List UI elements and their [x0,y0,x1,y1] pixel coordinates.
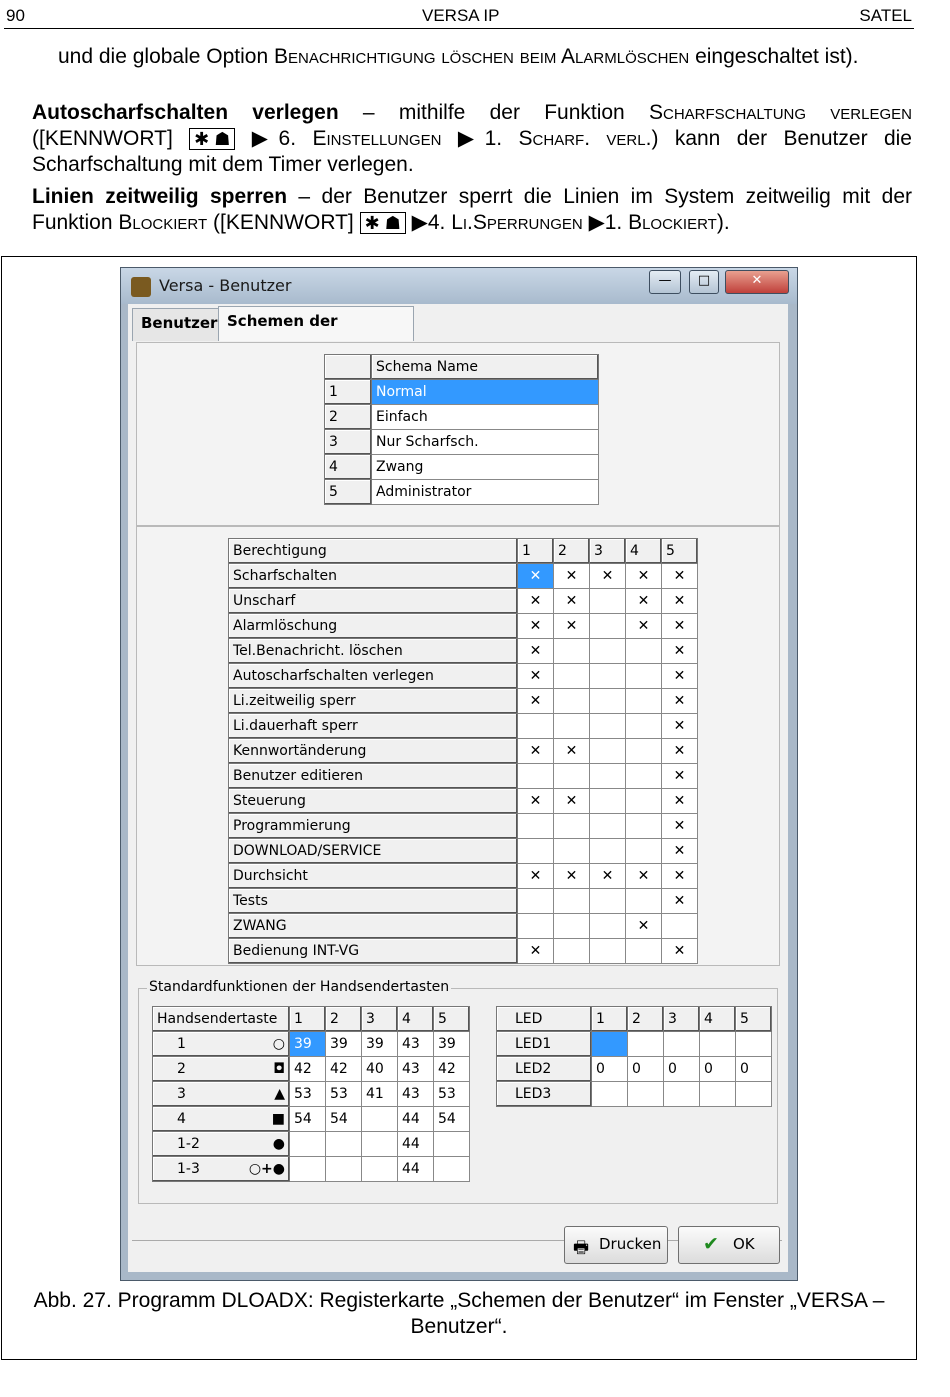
permission-cell[interactable]: ✕ [662,614,698,639]
remote-key-label: 1-3 [177,1161,200,1177]
figure-caption: Abb. 27. Programm DLOADX: Registerkarte „Schemen der Benutzer“ im Fenster „VERSA – Benutzer“. [33,1289,885,1338]
page-number: 90 [6,6,25,25]
scheme-name-cell[interactable]: Normal [372,380,599,405]
remote-function-cell[interactable]: 43 [398,1032,434,1057]
schemes-header-row [325,355,599,380]
permission-cell[interactable] [590,664,626,689]
led-col-header: 1 [592,1007,628,1032]
led-cell[interactable]: 0 [592,1057,628,1082]
scheme-number: 5 [325,480,372,505]
ok-button[interactable] [678,1226,780,1264]
key-symbol: ✱ ☗ [360,212,406,234]
remote-key-header: Handsendertaste [153,1007,290,1032]
permission-col-header: 3 [590,539,626,564]
remote-col-header: 1 [290,1007,326,1032]
remote-function-cell[interactable]: 43 [398,1057,434,1082]
remote-row [153,1032,470,1057]
remote-button-symbol-icon: ○+● [248,1161,285,1177]
permission-cell[interactable]: ✕ [518,739,554,764]
permission-cell[interactable]: ✕ [518,689,554,714]
remote-key-label: 1-2 [177,1136,200,1152]
permission-cell[interactable]: ✕ [554,739,590,764]
led-cell[interactable] [592,1082,628,1107]
permission-cell[interactable]: ✕ [662,639,698,664]
permission-cell[interactable]: ✕ [590,564,626,589]
led-col-header: 4 [700,1007,736,1032]
remote-row [153,1157,470,1182]
remote-col-header: 3 [362,1007,398,1032]
permission-row [229,864,698,889]
permission-cell[interactable]: ✕ [662,739,698,764]
remote-function-cell[interactable] [326,1157,362,1182]
remote-function-cell[interactable] [290,1132,326,1157]
remote-function-cell[interactable]: 42 [326,1057,362,1082]
remote-key-label: 1 [177,1036,186,1052]
permission-cell[interactable]: ✕ [590,864,626,889]
remote-col-header: 5 [434,1007,470,1032]
permission-label: Programmierung [229,814,518,839]
permission-label: Steuerung [229,789,518,814]
permission-header: Berechtigung [229,539,518,564]
permission-cell[interactable]: ✕ [518,664,554,689]
permission-label: Autoscharfschalten verlegen [229,664,518,689]
tab-schemen[interactable]: Schemen der [218,306,414,341]
permission-label: DOWNLOAD/SERVICE [229,839,518,864]
paragraph-1: und die globale Option Benachrichtigung löschen beim Alarmlöschen eingeschaltet ist). [58,45,859,68]
scheme-row[interactable] [325,380,599,405]
led-cell[interactable] [664,1082,700,1107]
maximize-button[interactable]: □ [689,270,719,294]
permission-cell[interactable]: ✕ [554,589,590,614]
scheme-number: 2 [325,405,372,430]
permission-cell[interactable]: ✕ [662,664,698,689]
permission-label: Tel.Benachricht. löschen [229,639,518,664]
permission-label: Durchsicht [229,864,518,889]
remote-function-cell[interactable]: 39 [290,1032,326,1057]
remote-key-label: 2 [177,1061,186,1077]
scheme-row[interactable] [325,480,599,505]
remote-col-header: 2 [326,1007,362,1032]
permission-cell[interactable] [626,764,662,789]
led-cell[interactable] [736,1032,772,1057]
permission-row [229,564,698,589]
remote-function-cell[interactable] [434,1157,470,1182]
permission-row [229,639,698,664]
permission-cell[interactable]: ✕ [518,614,554,639]
close-button[interactable]: ✕ [725,270,789,294]
permissions-table [228,538,698,964]
app-icon [131,277,151,297]
remote-function-cell[interactable] [326,1132,362,1157]
permission-cell[interactable] [590,639,626,664]
remote-function-cell[interactable]: 54 [326,1107,362,1132]
led-cell[interactable] [700,1032,736,1057]
permission-cell[interactable]: ✕ [626,589,662,614]
remote-function-cell[interactable]: 44 [398,1157,434,1182]
permission-label: Tests [229,889,518,914]
ok-label: OK [733,1235,755,1253]
permission-col-header: 1 [518,539,554,564]
remote-row [153,1132,470,1157]
permission-row [229,589,698,614]
tab-benutzer[interactable]: Benutzer [132,308,226,341]
permission-cell[interactable] [590,714,626,739]
key-symbol: ✱ ☗ [189,128,235,150]
permission-cell[interactable] [554,914,590,939]
led-cell[interactable]: 0 [736,1057,772,1082]
remote-button-symbol-icon: ▲ [274,1086,285,1102]
remote-row [153,1107,470,1132]
permission-cell[interactable] [554,689,590,714]
scheme-name-cell[interactable]: Einfach [372,405,599,430]
paragraph-2: Autoscharfschalten verlegen – mithilfe der Funktion Scharfschaltung verlegen ([KENNWORT] ✱ ☗ ▶6. Einstellungen ▶1. Scharf. verl.) kann der Benutzer die Scharfschaltung mit dem Timer verlegen. [32,101,912,176]
permission-label: Kennwortänderung [229,739,518,764]
permission-cell[interactable]: ✕ [662,764,698,789]
scheme-name-cell[interactable]: Administrator [372,480,599,505]
permission-cell[interactable] [590,839,626,864]
title-bar[interactable] [121,268,797,304]
print-label: Drucken [599,1235,662,1253]
permission-label: Bedienung INT-VG [229,939,518,964]
permission-cell[interactable] [518,714,554,739]
scheme-name-cell[interactable]: Nur Scharfsch. [372,430,599,455]
remote-function-cell[interactable]: 42 [434,1057,470,1082]
permission-cell[interactable] [518,889,554,914]
remote-table [152,1006,470,1182]
remote-function-cell[interactable]: 39 [434,1032,470,1057]
brand-name: SATEL [859,6,912,25]
permission-cell[interactable]: ✕ [662,589,698,614]
permission-row [229,714,698,739]
permission-label: Scharfschalten [229,564,518,589]
led-cell[interactable] [628,1032,664,1057]
permission-label: Benutzer editieren [229,764,518,789]
scheme-name-cell[interactable]: Zwang [372,455,599,480]
permissions-header-row [229,539,698,564]
permission-cell[interactable] [590,939,626,964]
permission-row [229,664,698,689]
permission-row [229,889,698,914]
permission-cell[interactable]: ✕ [662,864,698,889]
permission-row [229,739,698,764]
permission-cell[interactable] [554,939,590,964]
led-name: LED2 [497,1057,592,1082]
permission-label: ZWANG [229,914,518,939]
permission-cell[interactable]: ✕ [662,564,698,589]
permission-cell[interactable]: ✕ [518,864,554,889]
permission-cell[interactable] [626,789,662,814]
permission-cell[interactable]: ✕ [518,789,554,814]
permission-cell[interactable] [626,839,662,864]
remote-key-cell [153,1057,290,1082]
remote-function-cell[interactable]: 43 [398,1082,434,1107]
remote-button-symbol-icon: ■ [271,1111,285,1127]
remote-function-cell[interactable]: 42 [290,1057,326,1082]
permission-cell[interactable] [590,889,626,914]
remote-key-cell [153,1032,290,1057]
window-title: Versa - Benutzer [159,276,292,295]
remote-function-cell[interactable]: 53 [326,1082,362,1107]
led-table [496,1006,772,1107]
scheme-number: 1 [325,380,372,405]
remote-function-cell[interactable] [362,1132,398,1157]
window-client [128,304,788,1272]
permission-cell[interactable] [626,814,662,839]
permission-cell[interactable] [626,939,662,964]
remote-function-cell[interactable]: 54 [290,1107,326,1132]
remote-key-label: 4 [177,1111,186,1127]
permission-cell[interactable] [518,839,554,864]
permission-cell[interactable] [590,589,626,614]
permission-cell[interactable]: ✕ [626,914,662,939]
permission-cell[interactable]: ✕ [662,789,698,814]
paragraph-3: Linien zeitweilig sperren – der Benutzer sperrt die Linien im System zeitweilig mit der Funktion Blockiert ([KENNWORT] ✱ ☗ ▶4. Li.Sperrungen ▶1. Blockiert). [32,185,913,234]
remote-function-cell[interactable] [290,1157,326,1182]
permission-cell[interactable]: ✕ [662,839,698,864]
remote-button-symbol-icon: ○ [272,1036,285,1052]
permission-cell[interactable]: ✕ [554,564,590,589]
permission-label: Unscharf [229,589,518,614]
remote-function-cell[interactable]: 41 [362,1082,398,1107]
document-title: VERSA IP [422,6,500,25]
permission-cell[interactable] [518,914,554,939]
permission-cell[interactable] [626,714,662,739]
permission-cell[interactable]: ✕ [626,564,662,589]
schema-name-header: Schema Name [372,355,599,380]
led-col-header: 3 [664,1007,700,1032]
permission-cell[interactable]: ✕ [662,939,698,964]
permission-cell[interactable] [554,889,590,914]
led-name: LED3 [497,1082,592,1107]
led-cell[interactable] [592,1032,628,1057]
led-header: LED [497,1007,592,1032]
remote-button-symbol-icon: ● [272,1136,285,1152]
scheme-row[interactable] [325,430,599,455]
scheme-number: 3 [325,430,372,455]
permission-cell[interactable] [590,614,626,639]
permission-cell[interactable] [626,889,662,914]
permission-cell[interactable] [590,914,626,939]
remote-row [153,1082,470,1107]
remote-function-cell[interactable]: 54 [434,1107,470,1132]
permission-cell[interactable]: ✕ [554,789,590,814]
remote-row [153,1057,470,1082]
permission-cell[interactable] [626,664,662,689]
permission-cell[interactable] [554,839,590,864]
remote-function-cell[interactable]: 40 [362,1057,398,1082]
led-cell[interactable]: 0 [664,1057,700,1082]
print-button[interactable] [564,1226,668,1264]
led-cell[interactable] [700,1082,736,1107]
checkmark-icon: ✔ [703,1233,719,1255]
led-cell[interactable] [736,1082,772,1107]
permission-col-header: 5 [662,539,698,564]
led-row [497,1057,772,1082]
permission-cell[interactable] [554,664,590,689]
permission-cell[interactable] [554,639,590,664]
permission-row [229,839,698,864]
permission-cell[interactable] [518,764,554,789]
remote-function-cell[interactable]: 53 [434,1082,470,1107]
remote-key-cell [153,1132,290,1157]
permission-cell[interactable]: ✕ [662,889,698,914]
permission-cell[interactable] [662,914,698,939]
remote-key-label: 3 [177,1086,186,1102]
remote-function-cell[interactable]: 44 [398,1132,434,1157]
remote-function-cell[interactable] [362,1157,398,1182]
permission-col-header: 4 [626,539,662,564]
remote-key-cell [153,1107,290,1132]
schemes-table [324,354,599,505]
permission-row [229,764,698,789]
permission-col-header: 2 [554,539,590,564]
permission-cell[interactable]: ✕ [554,864,590,889]
remote-function-cell[interactable]: 53 [290,1082,326,1107]
remote-button-symbol-icon: ◘ [273,1061,285,1077]
permission-cell[interactable] [554,764,590,789]
permission-cell[interactable] [626,739,662,764]
permission-cell[interactable] [554,714,590,739]
permission-cell[interactable]: ✕ [554,614,590,639]
led-name: LED1 [497,1032,592,1057]
remote-col-header: 4 [398,1007,434,1032]
led-cell[interactable] [628,1082,664,1107]
versa-window [120,267,798,1281]
led-row [497,1082,772,1107]
led-header-row [497,1007,772,1032]
permission-cell[interactable] [590,764,626,789]
permission-cell[interactable]: ✕ [518,639,554,664]
permission-row [229,689,698,714]
permission-row [229,614,698,639]
remote-group-label: Standardfunktionen der Handsendertasten [149,979,450,995]
permission-cell[interactable] [554,814,590,839]
permission-cell[interactable] [590,739,626,764]
schemes-corner [325,355,372,380]
printer-icon: 🖶 [573,1238,590,1258]
permission-cell[interactable] [590,789,626,814]
remote-function-cell[interactable] [434,1132,470,1157]
permission-cell[interactable] [626,689,662,714]
permission-cell[interactable]: ✕ [626,614,662,639]
permission-label: Li.zeitweilig sperr [229,689,518,714]
scheme-row[interactable] [325,405,599,430]
led-cell[interactable]: 0 [700,1057,736,1082]
led-cell[interactable]: 0 [628,1057,664,1082]
permission-cell[interactable]: ✕ [518,564,554,589]
minimize-button[interactable]: — [649,270,681,294]
remote-key-cell [153,1157,290,1182]
led-col-header: 5 [736,1007,772,1032]
permission-cell[interactable] [590,689,626,714]
permission-cell[interactable]: ✕ [662,814,698,839]
permission-cell[interactable]: ✕ [518,939,554,964]
permission-cell[interactable]: ✕ [662,714,698,739]
permission-cell[interactable] [626,639,662,664]
remote-function-cell[interactable] [362,1107,398,1132]
remote-function-cell[interactable]: 44 [398,1107,434,1132]
permission-row [229,789,698,814]
permission-cell[interactable]: ✕ [518,589,554,614]
led-row [497,1032,772,1057]
remote-function-cell[interactable]: 39 [362,1032,398,1057]
permission-cell[interactable]: ✕ [662,689,698,714]
remote-function-cell[interactable]: 39 [326,1032,362,1057]
permission-label: Alarmlöschung [229,614,518,639]
led-col-header: 2 [628,1007,664,1032]
led-cell[interactable] [664,1032,700,1057]
remote-key-cell [153,1082,290,1107]
permission-cell[interactable] [518,814,554,839]
page-header [4,4,914,29]
permission-row [229,939,698,964]
permission-cell[interactable]: ✕ [626,864,662,889]
remote-header-row [153,1007,470,1032]
scheme-row[interactable] [325,455,599,480]
permission-row [229,814,698,839]
scheme-number: 4 [325,455,372,480]
permission-row [229,914,698,939]
permission-cell[interactable] [590,814,626,839]
permission-label: Li.dauerhaft sperr [229,714,518,739]
